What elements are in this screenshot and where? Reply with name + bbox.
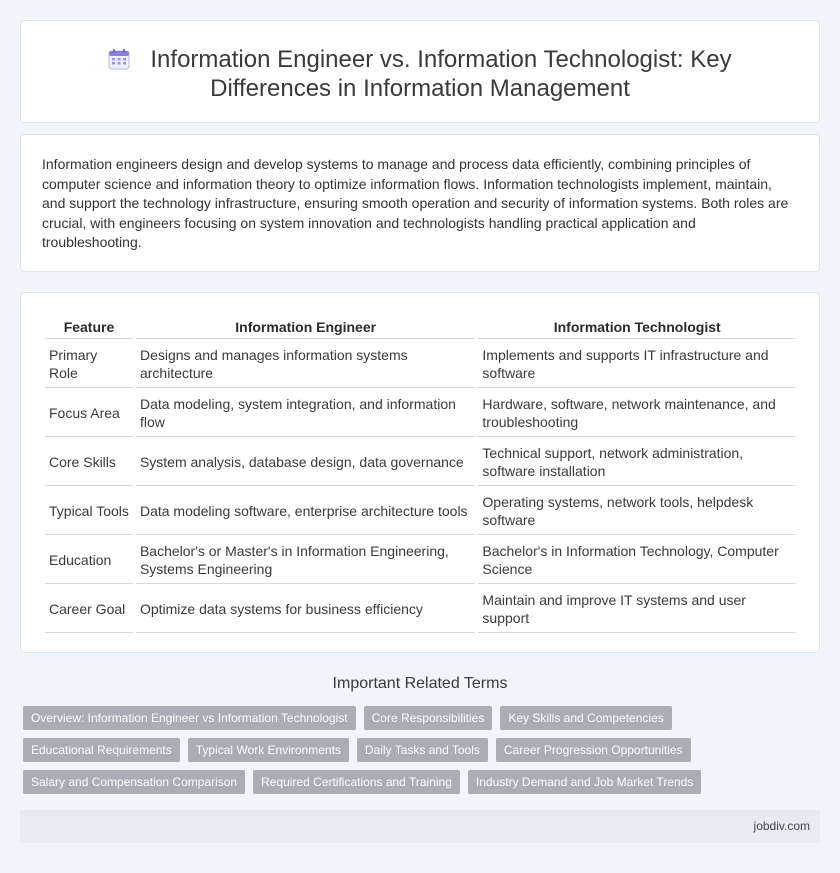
- cell-engineer: Bachelor's or Master's in Information Engineering, Systems Engineering: [136, 535, 475, 584]
- cell-feature: Career Goal: [45, 584, 133, 633]
- cell-technologist: Implements and supports IT infrastructure and software: [478, 339, 796, 388]
- cell-feature: Core Skills: [45, 437, 133, 486]
- cell-feature: Typical Tools: [45, 486, 133, 535]
- table-row: [45, 486, 796, 535]
- footer: [20, 810, 820, 843]
- related-tag[interactable]: Educational Requirements: [23, 738, 180, 762]
- cell-technologist: Bachelor's in Information Technology, Computer Science: [478, 535, 796, 584]
- related-tag[interactable]: Industry Demand and Job Market Trends: [468, 770, 701, 794]
- table-header-row: [45, 315, 796, 339]
- related-tag[interactable]: Key Skills and Competencies: [500, 706, 671, 730]
- cell-feature: Education: [45, 535, 133, 584]
- related-tag[interactable]: Daily Tasks and Tools: [357, 738, 488, 762]
- related-tag[interactable]: Overview: Information Engineer vs Information Technologist: [23, 706, 356, 730]
- table-row: [45, 339, 796, 388]
- cell-feature: Primary Role: [45, 339, 133, 388]
- cell-technologist: Maintain and improve IT systems and user support: [478, 584, 796, 633]
- related-tag[interactable]: Career Progression Opportunities: [496, 738, 691, 762]
- table-row: [45, 535, 796, 584]
- page-title: [21, 45, 819, 103]
- related-tag[interactable]: Typical Work Environments: [188, 738, 349, 762]
- page-title-text: Information Engineer vs. Information Technologist: Key Differences in Information Management: [150, 46, 732, 102]
- calendar-icon: [108, 48, 130, 70]
- related-tag[interactable]: Core Responsibilities: [364, 706, 493, 730]
- related-tags-row: [23, 738, 691, 762]
- cell-engineer: Designs and manages information systems architecture: [136, 339, 475, 388]
- cell-engineer: Data modeling software, enterprise architecture tools: [136, 486, 475, 535]
- cell-technologist: Technical support, network administration, software installation: [478, 437, 796, 486]
- related-tag[interactable]: Salary and Compensation Comparison: [23, 770, 245, 794]
- table-row: [45, 437, 796, 486]
- comparison-card: [20, 292, 820, 653]
- related-tags-row: [23, 770, 701, 794]
- cell-feature: Focus Area: [45, 388, 133, 437]
- intro-text: Information engineers design and develop systems to manage and process data efficiently, combining principles of computer science and information theory to optimize information flows. Information technologists implement, maintain, and support the technology infrastructure, ensuring smooth operation and security of information systems. Both roles are crucial, with engineers focusing on system innovation and technologists handling practical application and troubleshooting.: [42, 156, 789, 251]
- header-information-engineer: Information Engineer: [136, 315, 475, 339]
- related-tags-row: [23, 706, 672, 730]
- cell-engineer: System analysis, database design, data governance: [136, 437, 475, 486]
- header-information-technologist: Information Technologist: [478, 315, 796, 339]
- table-row: [45, 388, 796, 437]
- table-row: [45, 584, 796, 633]
- cell-engineer: Optimize data systems for business efficiency: [136, 584, 475, 633]
- title-card: [20, 20, 820, 123]
- intro-card: [20, 134, 820, 272]
- cell-technologist: Operating systems, network tools, helpdesk software: [478, 486, 796, 535]
- footer-site-link[interactable]: jobdiv.com: [753, 819, 810, 833]
- comparison-table: [42, 315, 799, 633]
- cell-technologist: Hardware, software, network maintenance, and troubleshooting: [478, 388, 796, 437]
- related-terms-title: Important Related Terms: [332, 675, 508, 692]
- header-feature: Feature: [45, 315, 133, 339]
- cell-engineer: Data modeling, system integration, and information flow: [136, 388, 475, 437]
- related-tag[interactable]: Required Certifications and Training: [253, 770, 460, 794]
